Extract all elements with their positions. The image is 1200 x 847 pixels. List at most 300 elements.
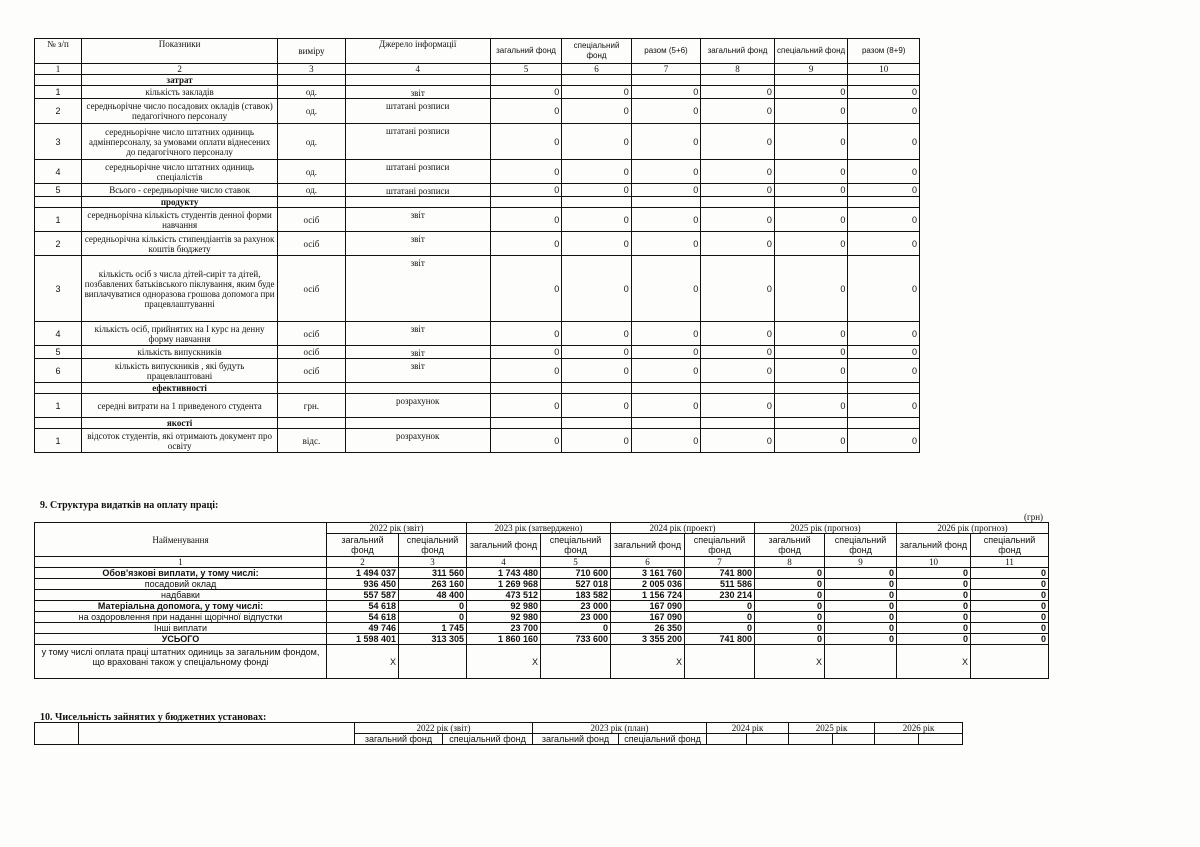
salary-row — [35, 612, 1049, 623]
indicator-value: 0 — [490, 322, 562, 346]
col-number: 6 — [562, 64, 631, 75]
indicator-value: 0 — [848, 359, 920, 383]
indicator-value: 0 — [774, 124, 848, 160]
unit-of-measure: од. — [278, 184, 345, 197]
col-number: 7 — [631, 64, 700, 75]
info-source: звіт — [345, 359, 490, 383]
salary-value: 0 — [897, 623, 971, 634]
empty-cell — [631, 418, 700, 429]
salary-value: 0 — [825, 601, 897, 612]
indicator-row — [35, 232, 920, 256]
year-header: 2022 рік (звіт) — [355, 723, 533, 734]
row-number: 3 — [35, 256, 82, 322]
col-number: 8 — [701, 64, 775, 75]
empty-cell — [631, 75, 700, 86]
col-10-header: разом (8+9) — [848, 39, 920, 64]
salary-value: 1 743 480 — [467, 568, 541, 579]
salary-value: 0 — [897, 601, 971, 612]
col-number: 8 — [755, 557, 825, 568]
indicator-name: середньорічне число посадових окладів (ставок) педагогічного персоналу — [82, 99, 278, 124]
general-fund-header: загальний фонд — [327, 534, 399, 557]
empty-cell — [919, 734, 963, 745]
indicator-name: кількість закладів — [82, 86, 278, 99]
row-number: 2 — [35, 99, 82, 124]
indicator-value: 0 — [774, 322, 848, 346]
indicator-value: 0 — [562, 86, 631, 99]
indicator-value: 0 — [774, 208, 848, 232]
indicator-value: 0 — [774, 359, 848, 383]
empty-cell — [774, 197, 848, 208]
indicator-value: 0 — [774, 256, 848, 322]
indicator-name: середньорічне число штатних одиниць адмінперсоналу, за умовами оплати віднесених до педагогічного персоналу — [82, 124, 278, 160]
empty-cell — [490, 418, 562, 429]
indicator-value: 0 — [701, 184, 775, 197]
indicator-row — [35, 322, 920, 346]
salary-value: 0 — [685, 623, 755, 634]
col-number: 7 — [685, 557, 755, 568]
salary-value: 527 018 — [541, 579, 611, 590]
empty-cell — [971, 645, 1049, 679]
year-header: 2026 рік (прогноз) — [897, 523, 1049, 534]
x-mark: X — [327, 645, 399, 679]
salary-value: 557 587 — [327, 590, 399, 601]
empty-cell — [35, 383, 82, 394]
salary-value: 710 600 — [541, 568, 611, 579]
indicator-value: 0 — [490, 346, 562, 359]
row-number: 5 — [35, 346, 82, 359]
indicator-value: 0 — [701, 208, 775, 232]
year-header: 2026 рік — [875, 723, 963, 734]
salary-value: 0 — [825, 579, 897, 590]
salary-value: 0 — [755, 568, 825, 579]
empty-cell — [701, 418, 775, 429]
indicator-value: 0 — [490, 232, 562, 256]
col-9-header: спеціальний фонд — [774, 39, 848, 64]
salary-value: 1 494 037 — [327, 568, 399, 579]
indicator-value: 0 — [562, 232, 631, 256]
salary-value: 1 269 968 — [467, 579, 541, 590]
indicator-row — [35, 394, 920, 418]
indicator-name: кількість осіб, прийнятих на І курс на денну форму навчання — [82, 322, 278, 346]
info-source: звіт — [345, 208, 490, 232]
indicator-value: 0 — [631, 429, 700, 453]
salary-value: 0 — [825, 612, 897, 623]
salary-value: 0 — [897, 634, 971, 645]
indicator-value: 0 — [631, 346, 700, 359]
salary-value: 0 — [897, 612, 971, 623]
staff-count-table — [34, 722, 963, 745]
col-number: 4 — [345, 64, 490, 75]
empty-cell — [747, 734, 789, 745]
salary-value: 0 — [825, 623, 897, 634]
salary-value: 0 — [971, 590, 1049, 601]
salary-value: 0 — [825, 568, 897, 579]
unit-of-measure: од. — [278, 160, 345, 184]
unit-of-measure: осіб — [278, 346, 345, 359]
indicator-value: 0 — [701, 322, 775, 346]
salary-value: 49 746 — [327, 623, 399, 634]
salary-value: 0 — [541, 623, 611, 634]
col-number: 5 — [541, 557, 611, 568]
indicator-row — [35, 256, 920, 322]
col-6-header: спеціальний фонд — [562, 39, 631, 64]
section-10-title: 10. Чисельність зайнятих у бюджетних установах: — [40, 712, 267, 723]
indicator-value: 0 — [701, 359, 775, 383]
col-number: 2 — [82, 64, 278, 75]
indicator-value: 0 — [701, 394, 775, 418]
indicator-row — [35, 429, 920, 453]
col-no-header: № з/п — [35, 39, 82, 64]
indicator-value: 0 — [848, 99, 920, 124]
col-number: 2 — [327, 557, 399, 568]
salary-value: 3 355 200 — [611, 634, 685, 645]
indicator-value: 0 — [562, 256, 631, 322]
indicator-value: 0 — [701, 86, 775, 99]
salary-value: 473 512 — [467, 590, 541, 601]
indicator-value: 0 — [701, 160, 775, 184]
section-row — [35, 418, 920, 429]
section-title: ефективності — [82, 383, 278, 394]
general-fund-header: загальний фонд — [611, 534, 685, 557]
indicator-value: 0 — [562, 429, 631, 453]
salary-value: 183 582 — [541, 590, 611, 601]
salary-note-name: у тому числі оплата праці штатних одиниць за загальним фондом, що враховані також у спеціальному фонді — [35, 645, 327, 679]
indicator-row — [35, 346, 920, 359]
indicator-value: 0 — [490, 86, 562, 99]
salary-value: 0 — [755, 623, 825, 634]
row-number: 4 — [35, 160, 82, 184]
col-8-header: загальний фонд — [701, 39, 775, 64]
indicator-value: 0 — [774, 86, 848, 99]
indicator-value: 0 — [490, 256, 562, 322]
salary-structure-table — [34, 522, 1049, 679]
col-number: 6 — [611, 557, 685, 568]
unit-of-measure: од. — [278, 99, 345, 124]
section-title: затрат — [82, 75, 278, 86]
indicator-value: 0 — [562, 184, 631, 197]
empty-cell — [490, 197, 562, 208]
indicator-value: 0 — [490, 124, 562, 160]
special-fund-header: спеціальний фонд — [619, 734, 707, 745]
salary-value: 0 — [755, 590, 825, 601]
empty-cell — [562, 197, 631, 208]
empty-cell — [848, 418, 920, 429]
special-fund-header: спеціальний фонд — [541, 534, 611, 557]
indicator-value: 0 — [631, 160, 700, 184]
indicator-value: 0 — [631, 124, 700, 160]
salary-value: 311 560 — [399, 568, 467, 579]
col-unit-header: виміру — [278, 39, 345, 64]
salary-value: 167 090 — [611, 612, 685, 623]
unit-of-measure: од. — [278, 86, 345, 99]
empty-cell — [875, 734, 919, 745]
indicator-name: середньорічна кількість студентів денної форми навчання — [82, 208, 278, 232]
salary-number-row — [35, 557, 1049, 568]
indicator-value: 0 — [562, 208, 631, 232]
info-source: розрахунок — [345, 429, 490, 453]
info-source: звіт — [345, 86, 490, 99]
salary-value: 167 090 — [611, 601, 685, 612]
year-header: 2025 рік — [789, 723, 875, 734]
empty-cell — [562, 75, 631, 86]
empty-cell — [848, 197, 920, 208]
salary-value: 263 160 — [399, 579, 467, 590]
indicator-value: 0 — [562, 99, 631, 124]
indicators-header-row — [35, 39, 920, 64]
empty-cell — [35, 75, 82, 86]
salary-value: 230 214 — [685, 590, 755, 601]
empty-cell — [774, 418, 848, 429]
empty-cell — [562, 418, 631, 429]
salary-item-name: Обов'язкові виплати, у тому числі: — [35, 568, 327, 579]
info-source: звіт — [345, 232, 490, 256]
salary-value: 733 600 — [541, 634, 611, 645]
salary-value: 0 — [399, 612, 467, 623]
unit-of-measure: осіб — [278, 359, 345, 383]
salary-value: 0 — [897, 568, 971, 579]
col-number: 3 — [399, 557, 467, 568]
indicator-value: 0 — [774, 394, 848, 418]
salary-value: 0 — [825, 590, 897, 601]
section-row — [35, 383, 920, 394]
info-source: звіт — [345, 256, 490, 322]
indicator-value: 0 — [701, 99, 775, 124]
indicator-value: 0 — [848, 184, 920, 197]
indicator-value: 0 — [631, 208, 700, 232]
indicator-name: середньорічна кількість стипендіантів за рахунок коштів бюджету — [82, 232, 278, 256]
empty-cell — [35, 418, 82, 429]
salary-value: 0 — [971, 601, 1049, 612]
col-indicator-header: Показники — [82, 39, 278, 64]
empty-cell — [490, 383, 562, 394]
unit-of-measure: од. — [278, 124, 345, 160]
special-fund-header: спеціальний фонд — [685, 534, 755, 557]
indicator-row — [35, 208, 920, 232]
indicator-value: 0 — [490, 394, 562, 418]
salary-value: 0 — [399, 601, 467, 612]
indicator-value: 0 — [848, 429, 920, 453]
section-title: продукту — [82, 197, 278, 208]
section-9-unit: (грн) — [1024, 512, 1044, 522]
empty-cell — [707, 734, 747, 745]
year-header: 2022 рік (звіт) — [327, 523, 467, 534]
salary-value: 1 156 724 — [611, 590, 685, 601]
row-number: 6 — [35, 359, 82, 383]
indicator-row — [35, 184, 920, 197]
indicator-value: 0 — [848, 124, 920, 160]
salary-item-name: посадовий оклад — [35, 579, 327, 590]
x-mark: X — [467, 645, 541, 679]
year-header: 2023 рік (затверджено) — [467, 523, 611, 534]
indicator-name: середні витрати на 1 приведеного студента — [82, 394, 278, 418]
indicator-value: 0 — [701, 429, 775, 453]
unit-of-measure: осіб — [278, 208, 345, 232]
info-source: штатані розписи — [345, 184, 490, 197]
salary-value: 23 000 — [541, 601, 611, 612]
empty-cell — [345, 197, 490, 208]
special-fund-header: спеціальний фонд — [971, 534, 1049, 557]
indicator-value: 0 — [848, 256, 920, 322]
info-source: звіт — [345, 346, 490, 359]
section-row — [35, 197, 920, 208]
unit-of-measure: осіб — [278, 322, 345, 346]
indicators-number-row — [35, 64, 920, 75]
empty-cell — [35, 197, 82, 208]
info-source: штатані розписи — [345, 99, 490, 124]
section-9-title: 9. Структура видатків на оплату праці: — [40, 500, 219, 511]
info-source: звіт — [345, 322, 490, 346]
empty-cell — [774, 75, 848, 86]
salary-item-name: Інші виплати — [35, 623, 327, 634]
empty-cell — [701, 383, 775, 394]
indicator-value: 0 — [562, 359, 631, 383]
salary-value: 3 161 760 — [611, 568, 685, 579]
indicator-value: 0 — [631, 359, 700, 383]
staff-no-cell — [35, 723, 79, 745]
indicator-value: 0 — [562, 160, 631, 184]
salary-value: 0 — [755, 601, 825, 612]
indicator-value: 0 — [562, 346, 631, 359]
indicator-value: 0 — [848, 346, 920, 359]
salary-value: 0 — [755, 634, 825, 645]
general-fund-header: загальний фонд — [467, 534, 541, 557]
indicator-value: 0 — [631, 256, 700, 322]
general-fund-header: загальний фонд — [897, 534, 971, 557]
indicator-value: 0 — [701, 256, 775, 322]
empty-cell — [345, 75, 490, 86]
empty-cell — [541, 645, 611, 679]
col-number: 3 — [278, 64, 345, 75]
indicator-name: відсоток студентів, які отримають документ про освіту — [82, 429, 278, 453]
indicator-row — [35, 86, 920, 99]
salary-row — [35, 568, 1049, 579]
empty-cell — [774, 383, 848, 394]
indicator-value: 0 — [562, 124, 631, 160]
indicator-value: 0 — [701, 232, 775, 256]
salary-note-row — [35, 645, 1049, 679]
salary-row — [35, 590, 1049, 601]
row-number: 4 — [35, 322, 82, 346]
salary-value: 0 — [897, 579, 971, 590]
indicator-value: 0 — [848, 86, 920, 99]
salary-value: 741 800 — [685, 568, 755, 579]
staff-years-row — [35, 723, 963, 734]
salary-row — [35, 579, 1049, 590]
indicator-value: 0 — [631, 184, 700, 197]
salary-item-name: на оздоровлення при наданні щорічної відпустки — [35, 612, 327, 623]
salary-item-name: надбавки — [35, 590, 327, 601]
info-source: розрахунок — [345, 394, 490, 418]
indicator-row — [35, 124, 920, 160]
indicator-value: 0 — [631, 232, 700, 256]
empty-cell — [631, 383, 700, 394]
empty-cell — [278, 418, 345, 429]
indicator-value: 0 — [774, 232, 848, 256]
empty-cell — [631, 197, 700, 208]
salary-value: 1 745 — [399, 623, 467, 634]
empty-cell — [399, 645, 467, 679]
salary-years-row — [35, 523, 1049, 534]
salary-row — [35, 634, 1049, 645]
indicator-value: 0 — [631, 394, 700, 418]
empty-cell — [833, 734, 875, 745]
salary-value: 0 — [897, 590, 971, 601]
indicator-value: 0 — [848, 160, 920, 184]
indicator-name: кількість випускників , які будуть працевлаштовані — [82, 359, 278, 383]
indicator-value: 0 — [774, 99, 848, 124]
empty-cell — [278, 383, 345, 394]
year-header: 2024 рік — [707, 723, 789, 734]
salary-value: 0 — [971, 612, 1049, 623]
salary-value: 511 586 — [685, 579, 755, 590]
indicator-value: 0 — [490, 99, 562, 124]
col-number: 5 — [490, 64, 562, 75]
salary-value: 26 350 — [611, 623, 685, 634]
indicator-value: 0 — [774, 184, 848, 197]
salary-value: 1 598 401 — [327, 634, 399, 645]
row-number: 1 — [35, 394, 82, 418]
row-number: 1 — [35, 208, 82, 232]
unit-of-measure: осіб — [278, 256, 345, 322]
salary-value: 741 800 — [685, 634, 755, 645]
indicator-value: 0 — [701, 346, 775, 359]
year-header: 2024 рік (проект) — [611, 523, 755, 534]
indicator-value: 0 — [848, 232, 920, 256]
empty-cell — [345, 418, 490, 429]
year-header: 2023 рік (план) — [533, 723, 707, 734]
indicator-row — [35, 359, 920, 383]
general-fund-header: загальний фонд — [755, 534, 825, 557]
indicator-value: 0 — [701, 124, 775, 160]
indicator-row — [35, 99, 920, 124]
row-number: 1 — [35, 429, 82, 453]
x-mark: X — [755, 645, 825, 679]
general-fund-header: загальний фонд — [533, 734, 619, 745]
salary-value: 54 618 — [327, 612, 399, 623]
section-title: якості — [82, 418, 278, 429]
salary-value: 0 — [971, 568, 1049, 579]
salary-value: 0 — [971, 634, 1049, 645]
row-number: 2 — [35, 232, 82, 256]
col-source-header: Джерело інформації — [345, 39, 490, 64]
staff-name-cell — [79, 723, 355, 745]
info-source: штатані розписи — [345, 160, 490, 184]
salary-value: 0 — [971, 579, 1049, 590]
empty-cell — [701, 197, 775, 208]
indicator-name: середньорічне число штатних одиниць спеціалістів — [82, 160, 278, 184]
x-mark: X — [611, 645, 685, 679]
indicator-value: 0 — [562, 322, 631, 346]
indicator-value: 0 — [774, 160, 848, 184]
indicator-value: 0 — [631, 86, 700, 99]
salary-value: 2 005 036 — [611, 579, 685, 590]
empty-cell — [490, 75, 562, 86]
empty-cell — [562, 383, 631, 394]
col-number: 1 — [35, 557, 327, 568]
salary-value: 54 618 — [327, 601, 399, 612]
salary-value: 23 700 — [467, 623, 541, 634]
unit-of-measure: осіб — [278, 232, 345, 256]
special-fund-header: спеціальний фонд — [825, 534, 897, 557]
indicator-value: 0 — [490, 160, 562, 184]
name-header: Найменування — [35, 523, 327, 557]
indicator-value: 0 — [490, 359, 562, 383]
col-number: 10 — [848, 64, 920, 75]
salary-value: 0 — [685, 601, 755, 612]
indicator-value: 0 — [848, 322, 920, 346]
unit-of-measure: грн. — [278, 394, 345, 418]
salary-item-name: УСЬОГО — [35, 634, 327, 645]
